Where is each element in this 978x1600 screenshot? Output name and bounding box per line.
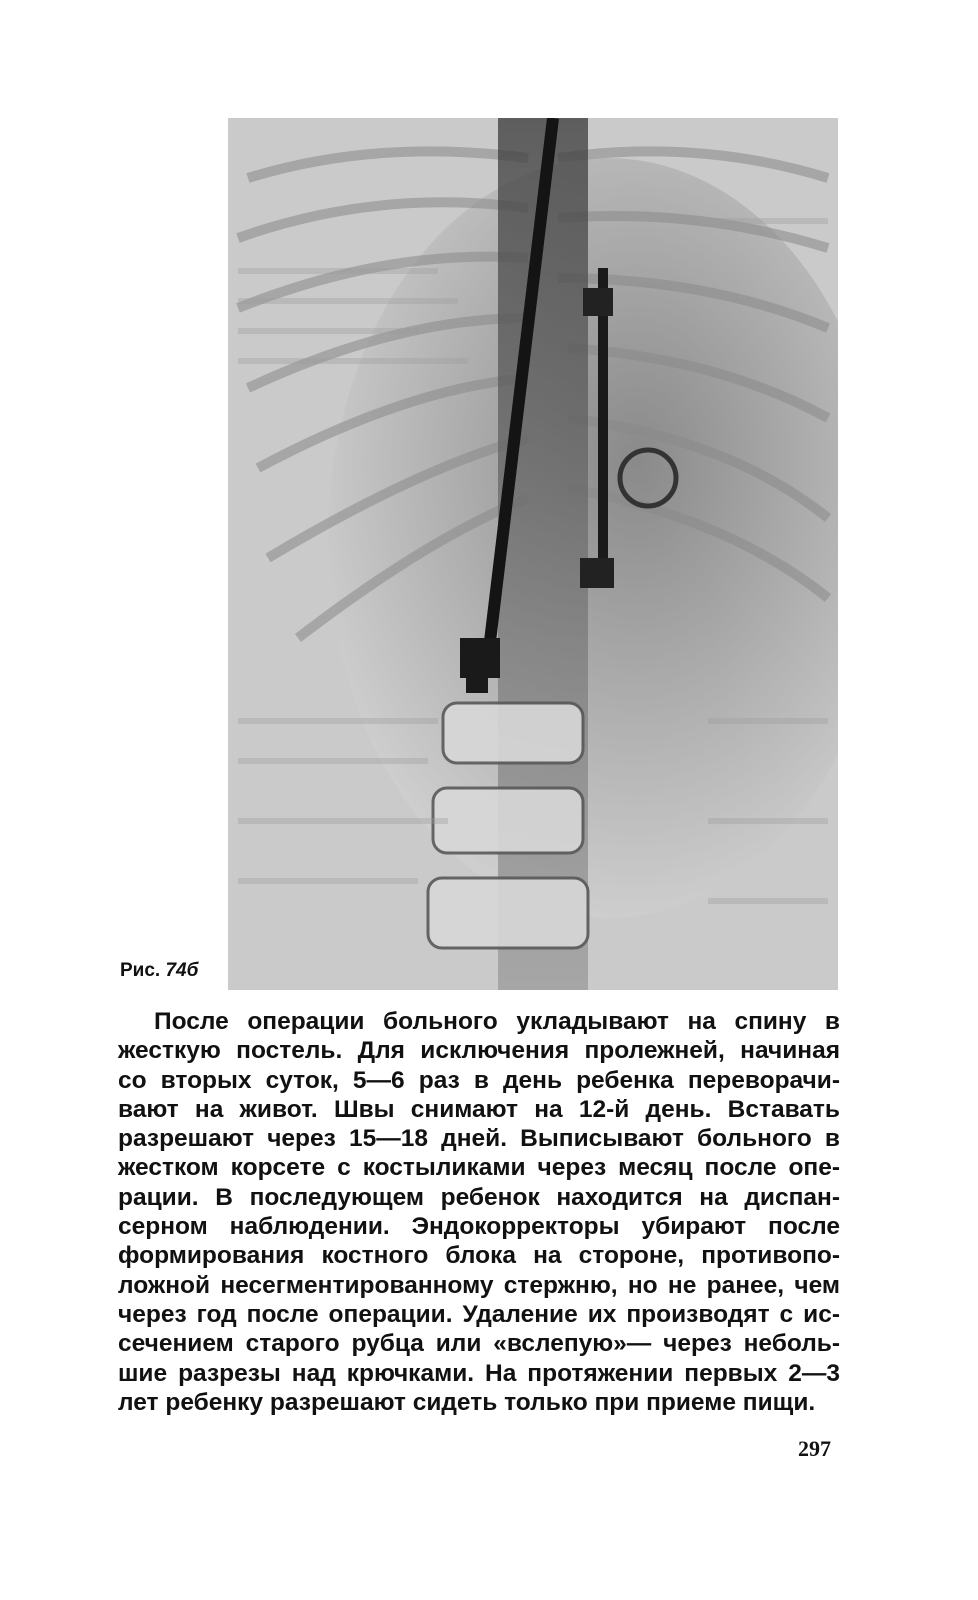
paragraph-line: шие разрезы над крючками. На протяжении первых 2—3 [118,1359,840,1387]
paragraph-line: формирования костного блока на стороне, противопо- [118,1242,840,1270]
paragraph-line: жестком корсете с костыликами через месяц после опе- [118,1154,840,1182]
page-number: 297 [798,1436,831,1461]
body-paragraph [118,1007,840,1417]
paragraph-line: серном наблюдении. Эндокорректоры убирают после [118,1213,840,1241]
caption-number: 74б [165,960,199,981]
figure-caption [120,960,198,982]
paragraph-line: жесткую постель. Для исключения пролежней, начиная [118,1037,840,1065]
paragraph-line: разрешают через 15—18 дней. Выписывают больного в [118,1125,840,1153]
xray-figure [228,118,838,990]
paragraph-line: лет ребенку разрешают сидеть только при приеме пищи. [118,1388,816,1416]
paragraph-line: через год после операции. Удаление их производят с ис- [118,1300,840,1328]
paragraph-line: со вторых суток, 5—6 раз в день ребенка переворачи- [118,1066,840,1094]
paragraph-line: сечением старого рубца или «вслепую»— через неболь- [118,1330,840,1358]
paragraph-line: После операции больного укладывают на спину в [154,1008,840,1035]
caption-prefix: Рис. [120,960,161,981]
paragraph-line: вают на живот. Швы снимают на 12-й день. Вставать [118,1095,840,1123]
spine-xray-image [228,118,838,990]
paragraph-line: ложной несегментированному стержню, но не ранее, чем [118,1271,840,1299]
paragraph-line: рации. В последующем ребенок находится на диспан- [118,1183,840,1211]
